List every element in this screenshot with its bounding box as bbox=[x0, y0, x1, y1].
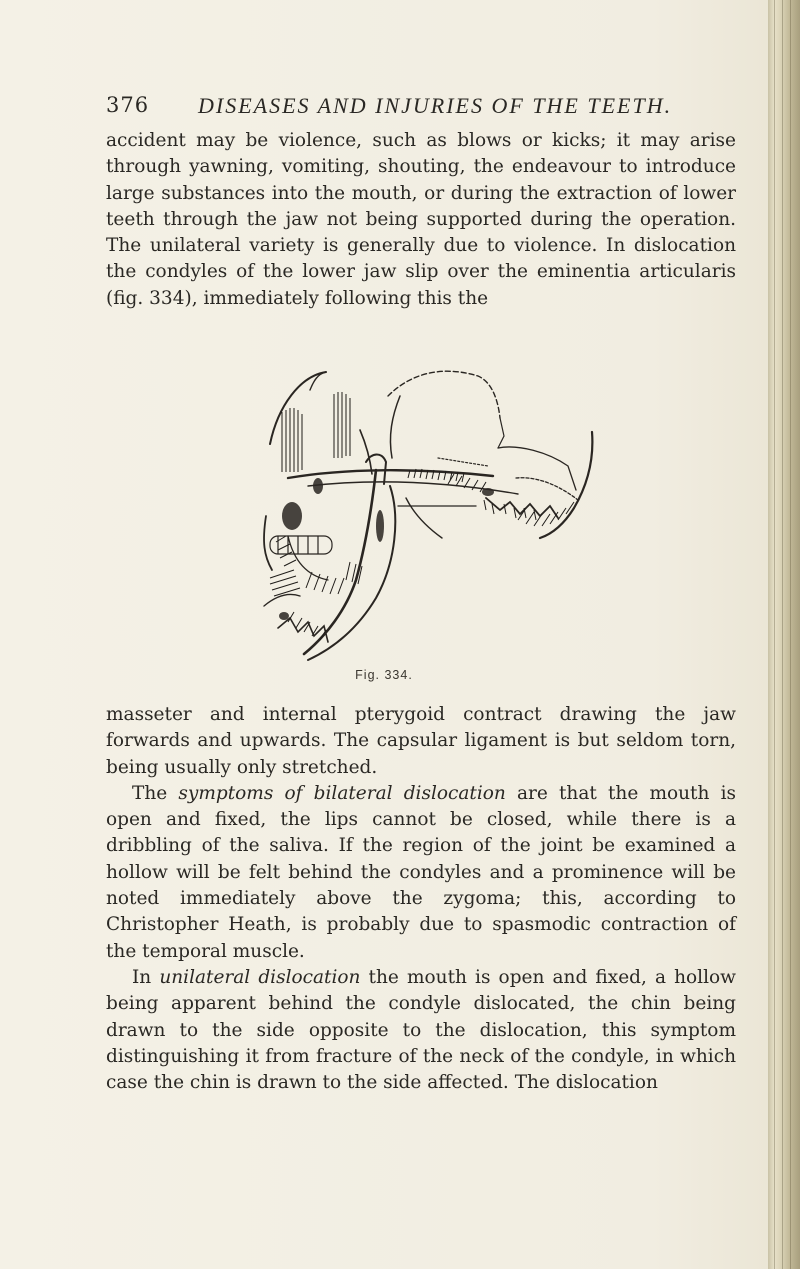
edge-line bbox=[782, 0, 783, 1269]
paragraph-unilateral-lead: In bbox=[132, 966, 160, 988]
figure-334-illustration bbox=[248, 366, 608, 666]
figure-caption: Fig. 334. bbox=[355, 668, 413, 682]
page-header bbox=[106, 93, 706, 123]
running-title: DISEASES AND INJURIES OF THE TEETH. bbox=[198, 93, 673, 118]
body-text-top bbox=[106, 128, 736, 312]
paragraph-bilateral-lead: The bbox=[132, 782, 179, 804]
paragraph-unilateral-rest: the mouth is open and fixed, a hollow being apparent behind the condyle dislocated, the chin being drawn to the side opposite to the dislocation, this symptom distinguishing it from fracture of the neck of the condyle, in which case the chin is drawn to the side affected. The dislocation bbox=[106, 966, 736, 1094]
paragraph-bilateral-term: symptoms of bilateral dislocation bbox=[178, 782, 506, 804]
paragraph-continued: masseter and internal pterygoid contract drawing the jaw forwards and upwards. The capsular ligament is but seldom torn, being usually only stretched. bbox=[106, 704, 736, 778]
edge-line bbox=[790, 0, 791, 1269]
paragraph-bilateral-rest: are that the mouth is open and fixed, the lips cannot be closed, while there is a dribbling of the saliva. If the region of the joint be examined a hollow will be felt behind the condyles and a prominence will be noted immediately above the zygoma; this, according to Christopher Heath, is probably due to spasmodic contraction of the temporal muscle. bbox=[106, 782, 736, 962]
body-text-bottom bbox=[106, 702, 736, 1096]
edge-line bbox=[774, 0, 775, 1269]
dislocated-jaw-skull-illustration bbox=[248, 366, 608, 666]
page-number: 376 bbox=[106, 93, 150, 117]
paragraph-bilateral bbox=[106, 781, 736, 965]
paragraph-top: accident may be violence, such as blows or kicks; it may arise through yawning, vomiting, shouting, the endeavour to introduce large substances into the mouth, or during the extraction of lower teeth through the jaw not being supported during the operation. The unilateral variety is generally due to violence. In dislocation the condyles of the lower jaw slip over the eminentia articularis (fig. 334), immediately following this the bbox=[106, 130, 736, 309]
paragraph-unilateral bbox=[106, 965, 736, 1096]
paragraph-unilateral-term: unilateral dislocation bbox=[159, 966, 361, 988]
page-edge bbox=[768, 0, 800, 1269]
